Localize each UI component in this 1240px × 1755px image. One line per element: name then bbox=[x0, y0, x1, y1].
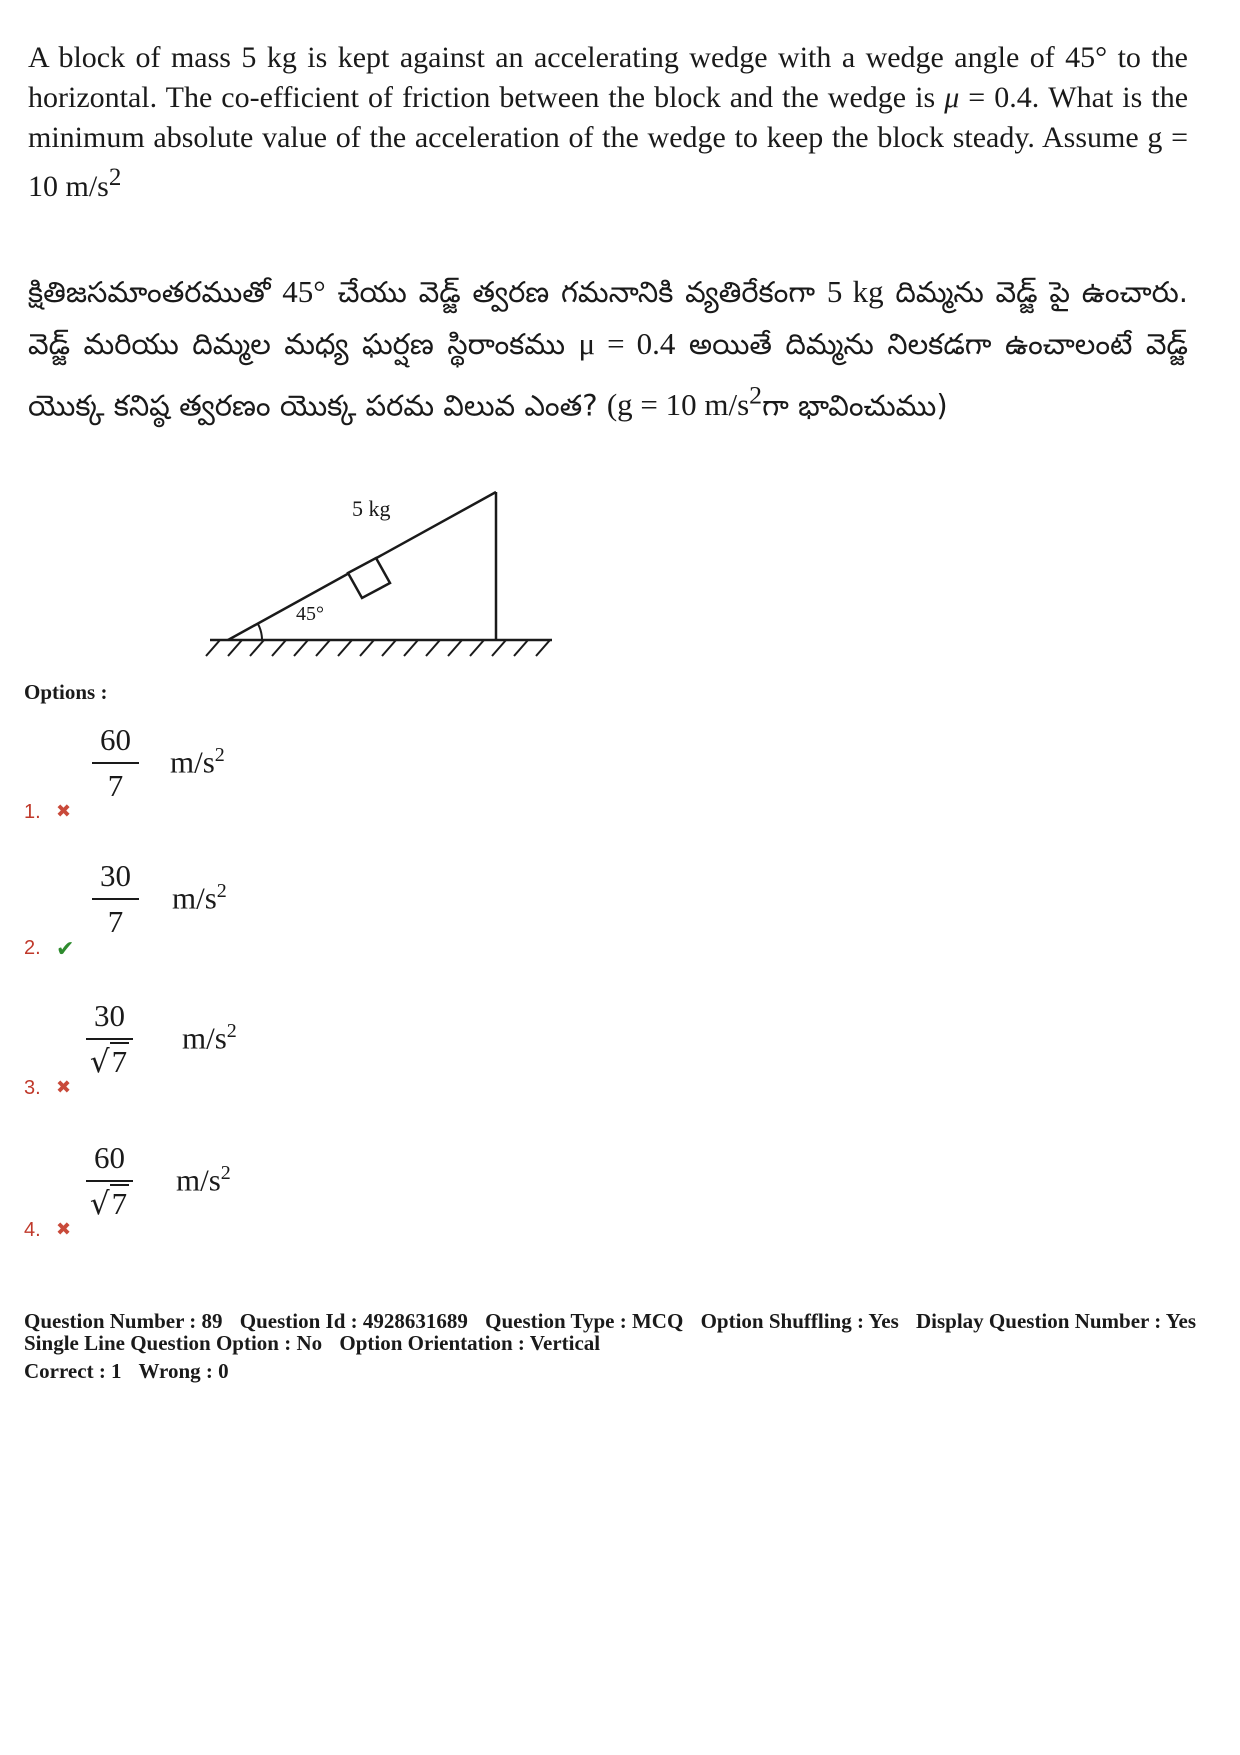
option-fraction bbox=[92, 722, 139, 804]
telugu-g-value: (g = 10 m/s bbox=[606, 387, 750, 423]
denominator bbox=[86, 1044, 133, 1080]
superscript: 2 bbox=[216, 880, 227, 902]
telugu-text: గా భావించుము) bbox=[762, 388, 948, 423]
superscript: 2 bbox=[226, 1020, 237, 1042]
angle-label: 45° bbox=[296, 603, 324, 625]
question-english bbox=[28, 38, 1188, 207]
superscript: 2 bbox=[220, 1162, 231, 1184]
check-icon: ✔ bbox=[56, 937, 75, 962]
superscript: 2 bbox=[108, 164, 122, 191]
telugu-g bbox=[606, 381, 763, 423]
single-line-option: Single Line Question Option : No bbox=[24, 1331, 323, 1355]
option-fraction bbox=[92, 858, 139, 940]
option-4[interactable] bbox=[24, 1140, 424, 1250]
display-question-number: Display Question Number : Yes bbox=[916, 1309, 1197, 1333]
telugu-text: అయితే దిమ్మను నిలకడగా ఉంచాలంటే వెడ్జ్ యొక్క కనిష్ఠ త్వరణం యొక్క పరమ విలువ ఎంత? bbox=[28, 327, 1188, 423]
telugu-mu: μ = 0.4 bbox=[578, 326, 676, 361]
unit-text: m/s bbox=[172, 880, 217, 916]
option-unit bbox=[176, 1162, 231, 1198]
option-1[interactable] bbox=[24, 722, 424, 832]
radical-sign: √ bbox=[89, 1186, 110, 1222]
meta-line-2 bbox=[24, 1332, 1208, 1354]
telugu-angle: 45° bbox=[282, 274, 326, 309]
fraction-bar bbox=[86, 1180, 133, 1182]
telugu-mass: 5 kg bbox=[826, 274, 884, 309]
telugu-text: దిమ్మను వెడ్జ్ పై ఉంచారు. వెడ్జ్ మరియు దిమ్మల మధ్య ఘర్షణ స్థిరాంకము bbox=[28, 275, 1189, 361]
wrong-marks: Wrong : 0 bbox=[138, 1359, 229, 1383]
superscript: 2 bbox=[749, 381, 763, 410]
fraction-bar bbox=[92, 762, 139, 764]
unit-text: m/s bbox=[182, 1020, 227, 1056]
question-telugu bbox=[28, 266, 1188, 431]
cross-icon: ✖ bbox=[56, 801, 72, 822]
option-fraction bbox=[86, 998, 133, 1080]
option-fraction bbox=[86, 1140, 133, 1222]
wedge-diagram bbox=[200, 480, 560, 660]
numerator: 60 bbox=[100, 722, 131, 757]
option-number: 4. bbox=[24, 1219, 41, 1241]
option-orientation: Option Orientation : Vertical bbox=[339, 1331, 601, 1355]
numerator: 30 bbox=[94, 998, 125, 1033]
cross-icon: ✖ bbox=[56, 1219, 72, 1240]
superscript: 2 bbox=[214, 744, 225, 766]
unit-text: m/s bbox=[170, 744, 215, 780]
mass-label: 5 kg bbox=[352, 496, 391, 521]
meta-line-1 bbox=[24, 1310, 1208, 1332]
meta-line-3 bbox=[24, 1360, 1208, 1382]
option-2[interactable] bbox=[24, 858, 424, 968]
telugu-text: క్షితిజసమాంతరముతో bbox=[28, 275, 283, 309]
option-3[interactable] bbox=[24, 998, 424, 1108]
radicand: 7 bbox=[111, 1186, 128, 1221]
mu-symbol: μ bbox=[944, 81, 960, 114]
question-metadata bbox=[24, 1310, 1208, 1382]
radical-sign: √ bbox=[89, 1044, 110, 1080]
option-number: 2. bbox=[24, 937, 41, 959]
question-text-part: = 0.4. What is the minimum absolute value of the acceleration of the wedge to keep the block steady. Assume g = 10 m/s bbox=[28, 81, 1189, 203]
angle-arc bbox=[258, 624, 262, 640]
question-type: Question Type : MCQ bbox=[485, 1309, 684, 1333]
fraction-bar bbox=[86, 1038, 133, 1040]
option-shuffling: Option Shuffling : Yes bbox=[700, 1309, 899, 1333]
correct-marks: Correct : 1 bbox=[24, 1359, 122, 1383]
numerator: 30 bbox=[100, 858, 131, 893]
question-number: Question Number : 89 bbox=[24, 1309, 223, 1333]
question-text-part: A block of mass 5 kg is kept against an accelerating wedge with a wedge angle of 45° to the horizontal. The co-efficient of friction between the block and the wedge is bbox=[28, 41, 1188, 114]
cross-icon: ✖ bbox=[56, 1077, 72, 1098]
block bbox=[348, 558, 390, 598]
unit-text: m/s bbox=[176, 1162, 221, 1198]
denominator: 7 bbox=[107, 904, 124, 939]
telugu-text: చేయు వెడ్జ్ త్వరణ గమనానికి వ్యతిరేకంగా bbox=[325, 275, 827, 309]
radicand: 7 bbox=[111, 1044, 128, 1079]
denominator bbox=[86, 1186, 133, 1222]
option-number: 1. bbox=[24, 801, 41, 823]
fraction-bar bbox=[92, 898, 139, 900]
question-id: Question Id : 4928631689 bbox=[239, 1309, 468, 1333]
option-unit bbox=[172, 880, 227, 916]
options-label: Options : bbox=[24, 680, 108, 704]
option-unit bbox=[170, 744, 225, 780]
numerator: 60 bbox=[94, 1140, 125, 1175]
denominator: 7 bbox=[107, 768, 124, 803]
option-unit bbox=[182, 1020, 237, 1056]
ground-hatching bbox=[206, 640, 550, 656]
option-number: 3. bbox=[24, 1077, 41, 1099]
